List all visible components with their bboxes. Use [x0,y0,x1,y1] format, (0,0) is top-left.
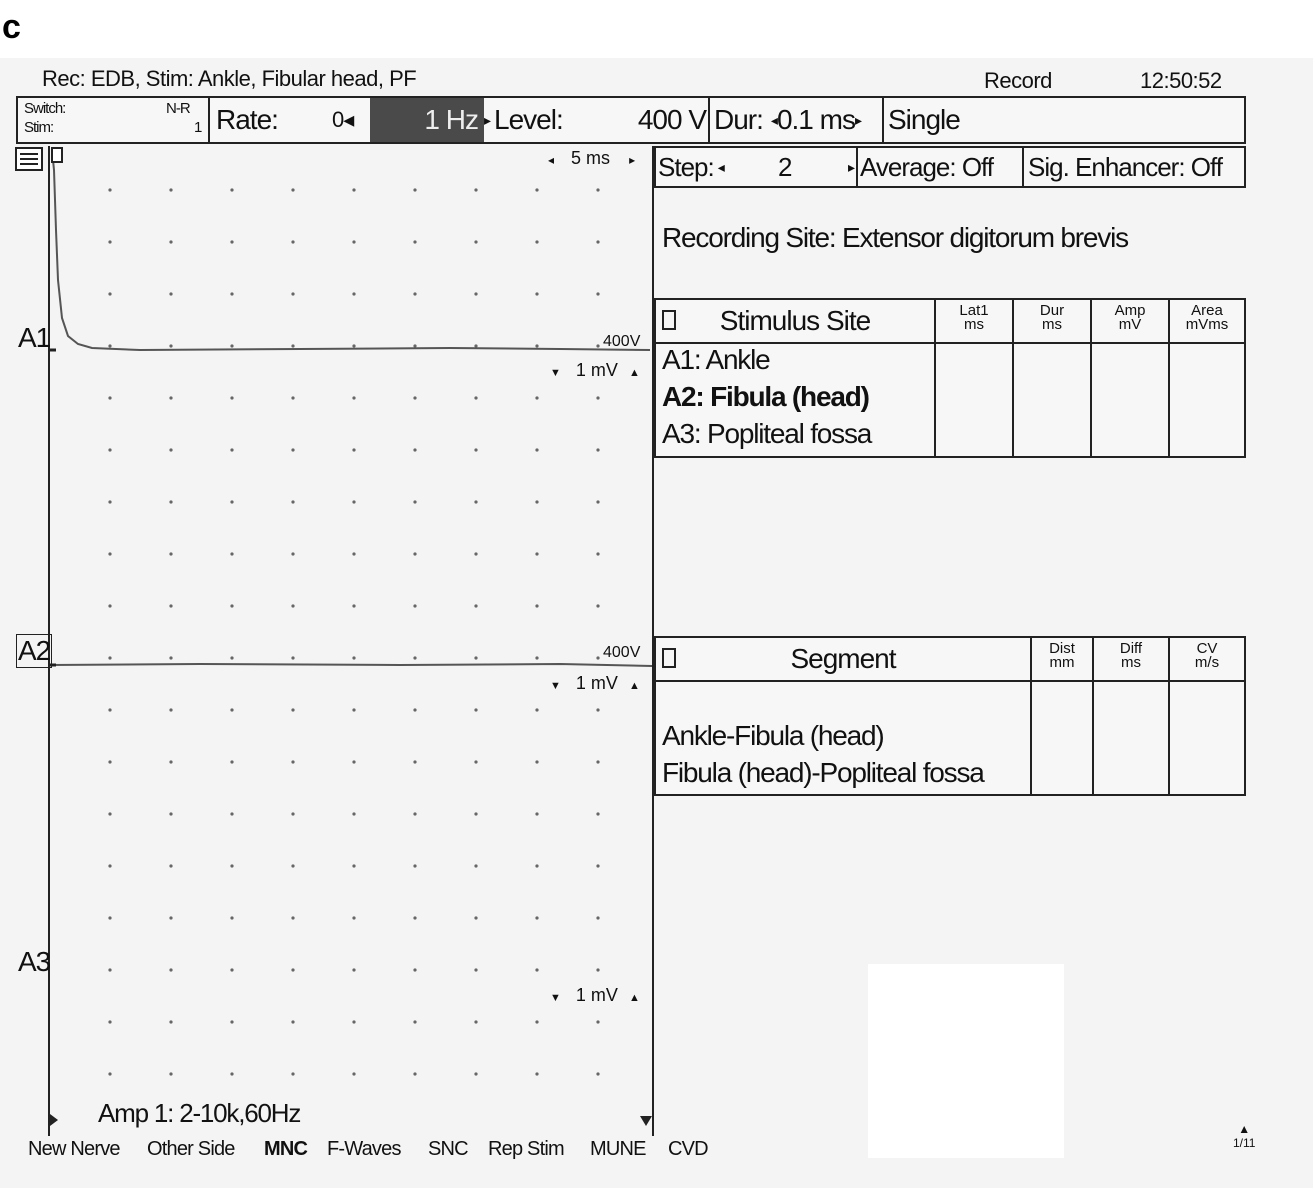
menu-rep-stim[interactable]: Rep Stim [488,1138,564,1160]
grid-dot [413,656,416,659]
duration-label: Dur: [714,104,763,135]
grid-dot [352,916,355,919]
grid-dot [596,916,599,919]
a1-sensitivity-down-icon[interactable]: ▼ [550,367,561,379]
grid-dot [108,240,111,243]
col-dur: Dur ms [1014,300,1092,342]
step-increase-icon[interactable]: ▸ [848,158,855,175]
grid-dot [108,552,111,555]
grid-dot [413,812,416,815]
grid-dot [108,760,111,763]
grid-dot [596,292,599,295]
grid-dot [108,500,111,503]
grid-dot [291,188,294,191]
grid-dots [108,188,599,1075]
blank-patch [868,964,1064,1158]
grid-dot [352,656,355,659]
grid-dot [413,552,416,555]
page-indicator[interactable]: ▲ 1/11 [1233,1122,1256,1150]
grid-dot [474,1020,477,1023]
col-dist: Dist mm [1032,638,1094,680]
grid-dot [230,344,233,347]
scroll-down-icon [640,1116,652,1126]
grid-dot [596,500,599,503]
col-lat1: Lat1 ms [936,300,1014,342]
grid-dot [352,344,355,347]
channel-a1-stim-level: 400V [603,333,641,350]
grid-dot [230,968,233,971]
bottom-left-arrow-icon [50,1114,58,1126]
grid-dot [108,604,111,607]
grid-dot [474,500,477,503]
grid-dot [596,708,599,711]
segment-menu-icon[interactable] [662,648,676,668]
stimulus-row-a1[interactable]: A1: Ankle [662,344,770,375]
grid-dot [291,240,294,243]
grid-dot [169,188,172,191]
grid-dot [230,448,233,451]
grid-dot [291,604,294,607]
grid-dot [352,500,355,503]
grid-dot [474,916,477,919]
grid-dot [230,292,233,295]
grid-dot [596,864,599,867]
grid-dot [535,500,538,503]
grid-dot [291,760,294,763]
grid-dot [169,396,172,399]
grid-dot [596,760,599,763]
grid-dot [169,708,172,711]
grid-dot [291,1020,294,1023]
grid-dot [474,812,477,815]
grid-dot [352,760,355,763]
grid-dot [413,1020,416,1023]
duration-increase-icon[interactable]: ▸ [854,111,861,128]
rate-decrease-button[interactable]: 0◂ [332,107,354,132]
grid-dot [230,812,233,815]
stim-label: Stim: [24,119,54,136]
grid-dot [474,240,477,243]
grid-dot [352,552,355,555]
grid-dot [108,708,111,711]
grid-dot [535,708,538,711]
grid-dot [352,188,355,191]
a2-sensitivity-down-icon[interactable]: ▼ [550,680,561,692]
grid-dot [413,864,416,867]
grid-dot [352,864,355,867]
step-value: 2 [778,151,792,182]
grid-dot [230,708,233,711]
grid-dot [535,344,538,347]
grid-dot [535,396,538,399]
menu-cvd[interactable]: CVD [668,1138,708,1160]
grid-dot [352,968,355,971]
grid-dot [169,240,172,243]
grid-dot [413,604,416,607]
segment-row-2[interactable]: Fibula (head)-Popliteal fossa [662,757,984,788]
grid-dot [535,188,538,191]
stim-value: 1 [194,119,202,136]
grid-dot [474,552,477,555]
grid-dot [474,448,477,451]
grid-dot [596,396,599,399]
grid-dot [413,292,416,295]
grid-dot [291,552,294,555]
menu-new-nerve[interactable]: New Nerve [28,1138,120,1160]
grid-dot [596,1020,599,1023]
grid-dot [352,292,355,295]
grid-dot [230,656,233,659]
grid-dot [230,760,233,763]
grid-dot [352,812,355,815]
grid-dot [108,656,111,659]
grid-dot [474,708,477,711]
grid-dot [169,864,172,867]
grid-dot [108,292,111,295]
grid-dot [169,448,172,451]
grid-dot [474,292,477,295]
grid-dot [474,864,477,867]
grid-dot [169,812,172,815]
rate-label: Rate: [216,104,278,135]
grid-dot [108,864,111,867]
grid-dot [169,604,172,607]
grid-dot [169,968,172,971]
grid-dot [291,344,294,347]
grid-dot [413,1072,416,1075]
grid-dot [352,1072,355,1075]
grid-dot [535,292,538,295]
grid-dot [108,448,111,451]
grid-dot [352,1020,355,1023]
switch-value: N-R [166,100,190,117]
grid-dot [535,448,538,451]
grid-dot [596,604,599,607]
grid-dot [535,656,538,659]
grid-dot [169,344,172,347]
grid-dot [108,916,111,919]
grid-dot [596,812,599,815]
grid-dot [108,396,111,399]
grid-dot [352,708,355,711]
grid-dot [169,656,172,659]
grid-dot [291,1072,294,1075]
segment-table [654,636,1246,796]
grid-dot [474,604,477,607]
recording-site: Recording Site: Extensor digitorum brevis [662,222,1128,253]
grid-dot [535,916,538,919]
grid-dot [413,916,416,919]
grid-dot [291,396,294,399]
timebase-value: 5 ms [571,148,611,168]
channel-a3-sensitivity[interactable]: ▼ 1 mV ▲ [550,985,640,1005]
sig-enhancer-value: Sig. Enhancer: Off [1028,151,1222,182]
grid-dot [352,604,355,607]
table-menu-icon[interactable] [662,310,676,330]
grid-dot [169,760,172,763]
grid-dot [596,1072,599,1075]
grid-dot [535,968,538,971]
grid-dot [230,396,233,399]
step-label: Step: [658,151,714,182]
grid-dot [291,864,294,867]
col-diff: Diff ms [1094,638,1170,680]
stim-mode-value: Single [888,104,960,135]
grid-dot [230,552,233,555]
grid-dot [291,708,294,711]
grid-dot [169,916,172,919]
grid-dot [596,656,599,659]
grid-dot [413,396,416,399]
channel-a3-label[interactable]: A3 [18,946,51,977]
stimulus-row-a3[interactable]: A3: Popliteal fossa [662,418,872,449]
channel-a1-sensitivity[interactable]: ▼ 1 mV ▲ [550,360,640,380]
grid-dot [535,864,538,867]
trace-a1-waveform [52,150,650,350]
duration-value: 0.1 ms [776,104,855,135]
grid-dot [169,1020,172,1023]
grid-dot [596,344,599,347]
stimulus-site-table [654,298,1246,458]
clock: 12:50:52 [1140,68,1222,93]
grid-dot [291,500,294,503]
grid-dot [169,500,172,503]
grid-dot [474,656,477,659]
grid-dot [230,864,233,867]
grid-dot [108,812,111,815]
col-cv: CV m/s [1194,640,1220,671]
grid-dot [535,812,538,815]
grid-dot [169,292,172,295]
menu-mune[interactable]: MUNE [590,1138,646,1160]
trace-cursor-icon [52,148,62,162]
a1-sensitivity-up-icon[interactable]: ▲ [628,367,640,379]
grid-dot [413,708,416,711]
menu-other-side[interactable]: Other Side [147,1138,235,1160]
grid-dot [413,188,416,191]
grid-dot [230,916,233,919]
grid-dot [535,1072,538,1075]
grid-dot [413,240,416,243]
level-label: Level: [494,104,563,135]
panel-letter: c [2,8,21,46]
page-up-icon[interactable]: ▲ [1238,1122,1251,1136]
menu-mnc[interactable]: MNC [264,1138,308,1160]
grid-dot [413,968,416,971]
grid-dot [474,188,477,191]
grid-dot [535,760,538,763]
channel-a2-label[interactable]: A2 [18,635,51,666]
segment-row-1[interactable]: Ankle-Fibula (head) [662,720,884,751]
trace-a2-waveform [50,664,652,666]
grid-dot [108,1020,111,1023]
grid-dot [169,552,172,555]
grid-dot [352,448,355,451]
average-value: Average: Off [860,151,994,182]
grid-dot [596,188,599,191]
menu-f-waves[interactable]: F-Waves [327,1138,401,1160]
grid-dot [535,552,538,555]
grid-dot [535,604,538,607]
timebase-control[interactable] [548,148,635,169]
grid-dot [474,760,477,763]
grid-dot [108,344,111,347]
grid-dot [413,344,416,347]
grid-dot [291,968,294,971]
grid-dot [230,188,233,191]
menu-snc[interactable]: SNC [428,1138,468,1160]
rate-value[interactable]: 1 Hz [370,98,484,142]
channel-a2-stim-level: 400V [603,644,641,661]
grid-dot [108,188,111,191]
grid-dot [413,448,416,451]
grid-dot [230,1072,233,1075]
col-area: Area mVms [1185,302,1229,333]
grid-dot [413,500,416,503]
grid-dot [291,812,294,815]
grid-dot [230,240,233,243]
level-value: 400 V [637,104,706,135]
grid-dot [352,396,355,399]
a3-sensitivity-up-icon[interactable]: ▲ [628,992,640,1004]
a2-sensitivity-up-icon[interactable]: ▲ [628,680,640,692]
recording-info: Rec: EDB, Stim: Ankle, Fibular head, PF [42,66,417,91]
grid-dot [596,968,599,971]
rate-increase-icon[interactable]: ▸ [484,111,491,128]
duration-decrease-icon[interactable]: ◂ [770,111,777,128]
grid-dot [535,240,538,243]
timebase-increase-icon[interactable]: ▸ [629,153,636,167]
a3-sensitivity-down-icon[interactable]: ▼ [550,992,561,1004]
grid-dot [596,448,599,451]
grid-dot [474,1072,477,1075]
timebase-decrease-icon[interactable]: ◂ [548,153,555,167]
switch-label: Switch: [24,100,66,117]
mode-indicator: Record [984,68,1052,93]
grid-dot [474,396,477,399]
stimulus-row-a2[interactable]: A2: Fibula (head) [662,381,869,412]
grid-dot [230,1020,233,1023]
grid-dot [352,240,355,243]
grid-dot [230,604,233,607]
grid-dot [108,968,111,971]
grid-dot [413,760,416,763]
grid-dot [230,500,233,503]
grid-dot [596,552,599,555]
grid-dot [291,916,294,919]
grid-dot [535,1020,538,1023]
grid-dot [474,344,477,347]
grid-dot [291,292,294,295]
grid-dot [291,656,294,659]
col-amp: Amp mV [1092,300,1170,342]
channel-a1-label[interactable]: A1 [18,322,51,353]
grid-dot [108,1072,111,1075]
grid-dot [474,968,477,971]
segment-header: Segment [656,638,1032,680]
grid-dot [169,1072,172,1075]
amplifier-info: Amp 1: 2-10k,60Hz [98,1098,301,1128]
stimulus-site-header: Stimulus Site [656,300,936,342]
grid-dot [291,448,294,451]
step-decrease-icon[interactable]: ◂ [717,158,724,175]
grid-dot [596,240,599,243]
channel-a2-sensitivity[interactable]: ▼ 1 mV ▲ [550,673,640,693]
